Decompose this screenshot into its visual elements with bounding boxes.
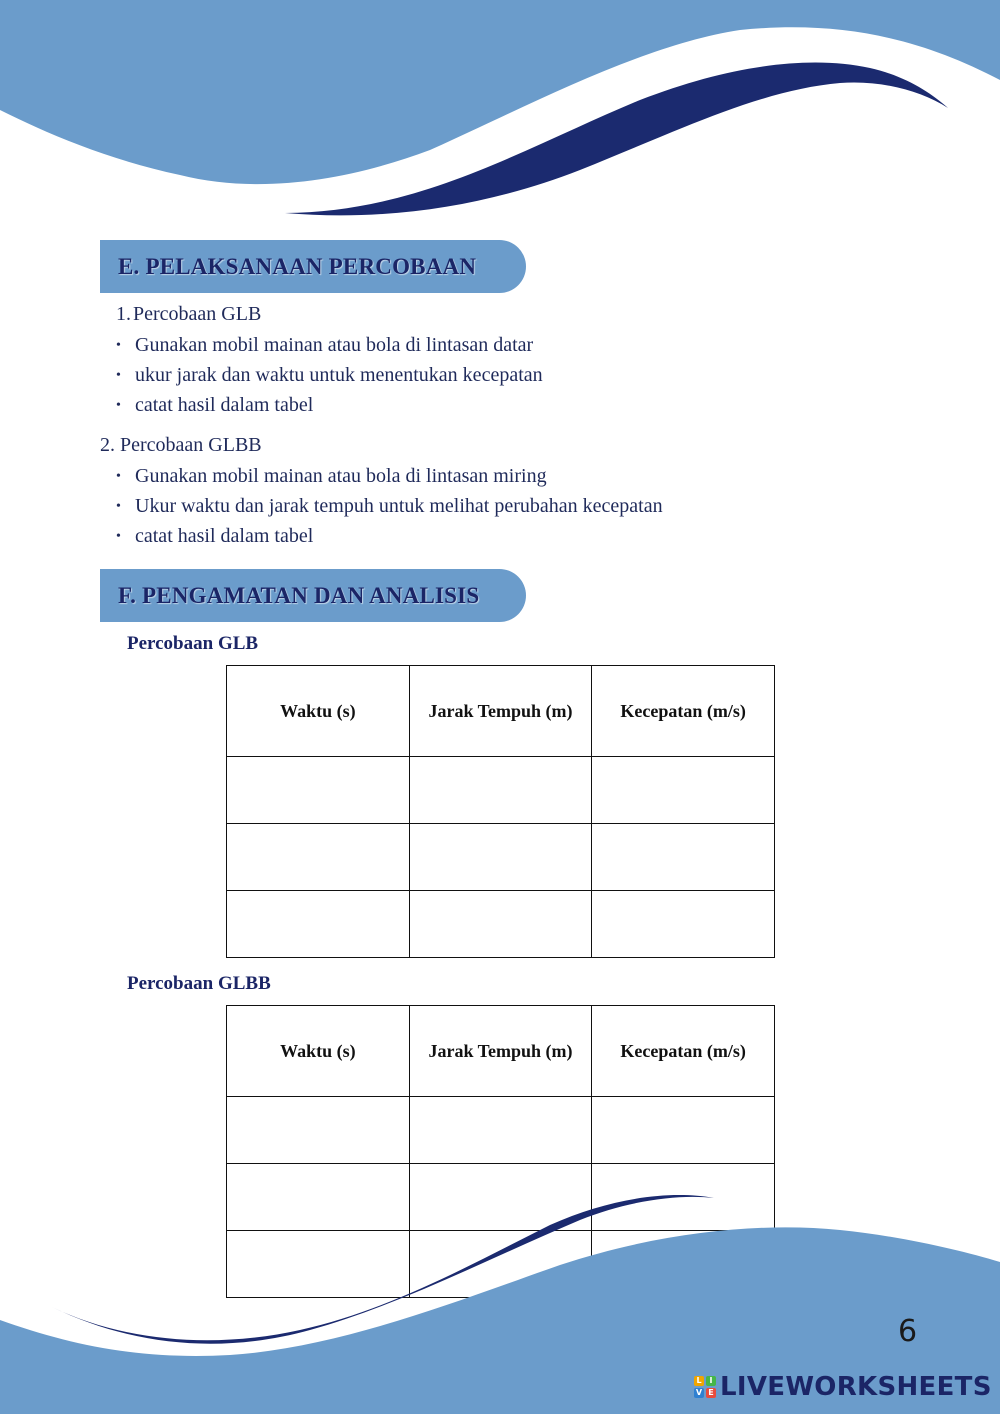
- table-cell[interactable]: [592, 824, 775, 891]
- glbb-heading: 2. Percobaan GLBB: [100, 434, 262, 456]
- brand-logo-letter: E: [706, 1388, 716, 1398]
- column-header-velocity: Kecepatan (m/s): [592, 1006, 775, 1097]
- table-row: [227, 891, 775, 958]
- column-header-time: Waktu (s): [227, 1006, 410, 1097]
- table-row: [227, 757, 775, 824]
- glb-heading-number: 1.: [116, 303, 131, 325]
- table-cell[interactable]: [592, 757, 775, 824]
- brand-logo-letter: I: [706, 1376, 716, 1386]
- table-cell[interactable]: [409, 824, 592, 891]
- list-item: • Gunakan mobil mainan atau bola di lintasan miring: [116, 465, 547, 488]
- brand-logo-letter: V: [695, 1388, 703, 1397]
- column-header-distance: Jarak Tempuh (m): [409, 666, 592, 757]
- column-header-distance: Jarak Tempuh (m): [409, 1006, 592, 1097]
- table-row: [227, 1097, 775, 1164]
- table-cell[interactable]: [409, 891, 592, 958]
- section-e-title: E. PELAKSANAAN PERCOBAAN: [118, 253, 477, 279]
- table-cell[interactable]: [409, 757, 592, 824]
- glb-observation-table: [226, 665, 775, 958]
- glb-heading-text: Percobaan GLB: [133, 303, 262, 325]
- section-e-header: [100, 240, 526, 293]
- table-cell[interactable]: [592, 1097, 775, 1164]
- glb-heading: [116, 303, 261, 326]
- brand-logo-icon: [694, 1376, 716, 1398]
- table-cell[interactable]: [227, 891, 410, 958]
- list-item: • Gunakan mobil mainan atau bola di lintasan datar: [116, 334, 533, 357]
- top-wave-light: [0, 0, 1000, 184]
- section-f-header: [100, 569, 526, 622]
- column-header-velocity: Kecepatan (m/s): [592, 666, 775, 757]
- table-cell[interactable]: [227, 824, 410, 891]
- list-item: • catat hasil dalam tabel: [116, 394, 313, 417]
- table-header-row: [227, 666, 775, 757]
- table-cell[interactable]: [409, 1097, 592, 1164]
- table-cell[interactable]: [592, 891, 775, 958]
- table-cell[interactable]: [227, 1097, 410, 1164]
- list-item: • ukur jarak dan waktu untuk menentukan kecepatan: [116, 364, 543, 387]
- liveworksheets-brand: [694, 1372, 992, 1402]
- brand-text: LIVEWORKSHEETS: [720, 1372, 992, 1402]
- table-cell[interactable]: [227, 757, 410, 824]
- list-item: • Ukur waktu dan jarak tempuh untuk melihat perubahan kecepatan: [116, 495, 663, 518]
- top-wave-decoration: [0, 0, 1000, 230]
- table-row: [227, 824, 775, 891]
- glb-table-title: Percobaan GLB: [127, 633, 259, 654]
- page-number: 6: [898, 1314, 918, 1349]
- brand-logo-letter: L: [694, 1376, 704, 1386]
- list-item: • catat hasil dalam tabel: [116, 525, 313, 548]
- section-f-title: F. PENGAMATAN DAN ANALISIS: [118, 582, 480, 608]
- column-header-time: Waktu (s): [227, 666, 410, 757]
- table-header-row: [227, 1006, 775, 1097]
- glbb-table-title: Percobaan GLBB: [127, 973, 271, 994]
